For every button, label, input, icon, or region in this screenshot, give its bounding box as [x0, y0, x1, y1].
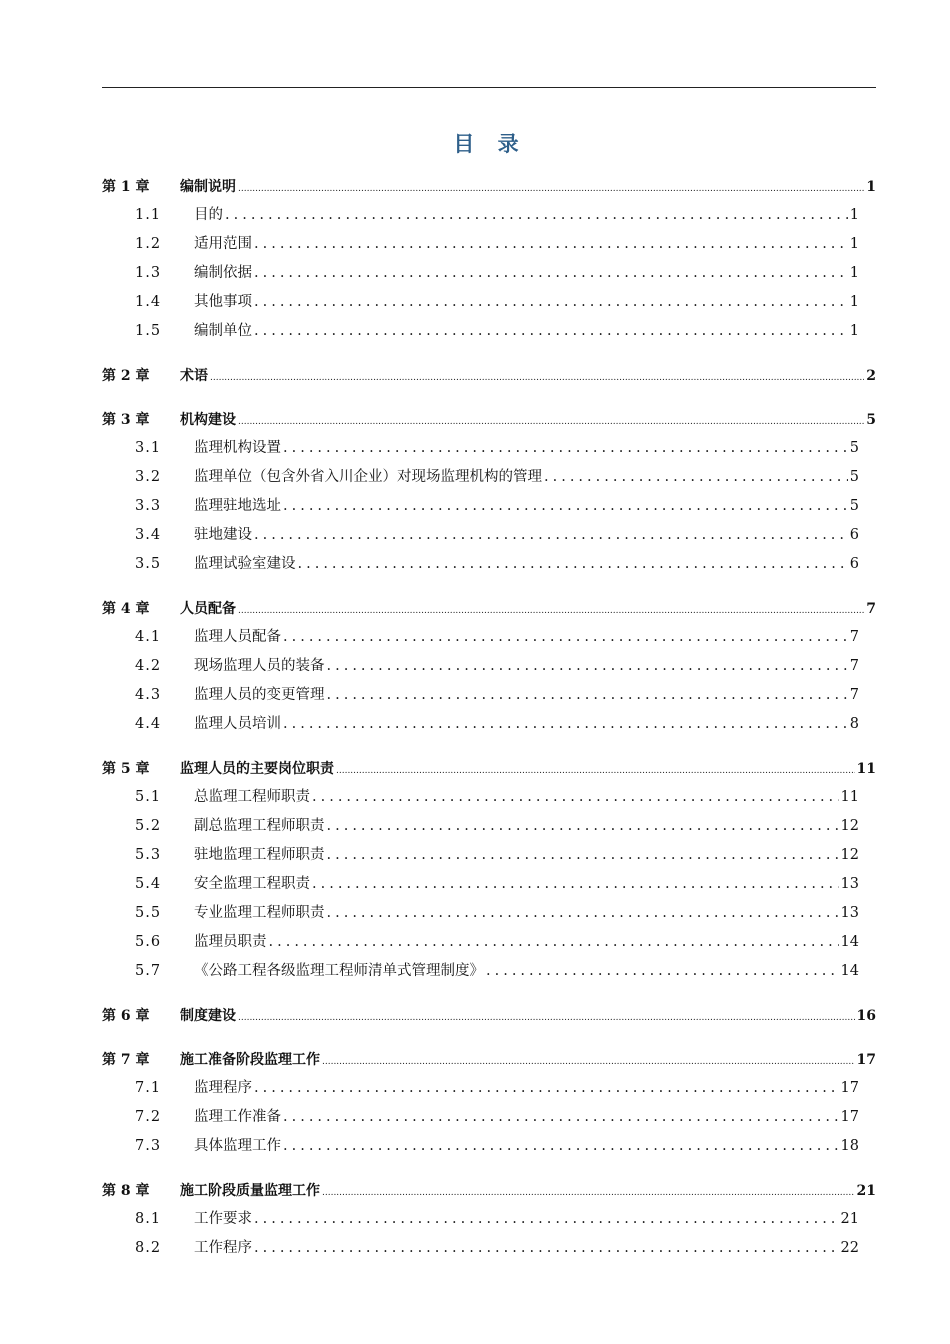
- toc-chapter-entry[interactable]: [102, 363, 876, 390]
- section-title: 监理单位（包含外省入川企业）对现场监理机构的管理: [194, 469, 542, 485]
- dot-leader: [327, 652, 848, 681]
- toc-section-entry[interactable]: [135, 710, 859, 739]
- dot-leader: [312, 870, 839, 899]
- section-number: 5.6: [135, 934, 162, 950]
- section-title: 《公路工程各级监理工程师清单式管理制度》: [194, 963, 484, 979]
- section-number: 5.4: [135, 876, 162, 892]
- dot-leader: [283, 492, 848, 521]
- toc-section-entry[interactable]: [135, 521, 859, 550]
- section-title: 目的: [194, 207, 223, 223]
- section-title: 其他事项: [194, 294, 252, 310]
- section-number: 5.1: [135, 789, 162, 805]
- section-page-number: 7: [849, 629, 859, 645]
- section-page-number: 17: [840, 1080, 859, 1096]
- section-page-number: 12: [840, 818, 859, 834]
- dot-leader: [283, 1132, 839, 1161]
- chapter-page-number: 21: [856, 1183, 876, 1199]
- section-number: 8.2: [135, 1240, 162, 1256]
- section-number: 5.3: [135, 847, 162, 863]
- toc-section-entry[interactable]: [135, 899, 859, 928]
- toc-chapter-entry[interactable]: [102, 1178, 876, 1205]
- section-number: 7.1: [135, 1080, 162, 1096]
- section-number: 1.1: [135, 207, 162, 223]
- section-page-number: 18: [840, 1138, 859, 1154]
- section-page-number: 1: [849, 294, 859, 310]
- chapter-page-number: 5: [866, 412, 876, 428]
- chapter-page-number: 17: [856, 1052, 876, 1068]
- dot-leader: [283, 623, 848, 652]
- toc-section-entry[interactable]: [135, 812, 859, 841]
- section-page-number: 22: [840, 1240, 859, 1256]
- section-title: 监理程序: [194, 1080, 252, 1096]
- chapter-page-number: 1: [866, 179, 876, 195]
- dot-leader: [210, 363, 864, 392]
- section-number: 3.5: [135, 556, 162, 572]
- section-number: 5.2: [135, 818, 162, 834]
- toc-section-entry[interactable]: [135, 463, 859, 492]
- section-title: 监理员职责: [194, 934, 267, 950]
- section-page-number: 13: [840, 876, 859, 892]
- section-title: 现场监理人员的装备: [194, 658, 325, 674]
- dot-leader: [254, 1234, 839, 1263]
- section-page-number: 14: [840, 963, 859, 979]
- section-number: 3.2: [135, 469, 162, 485]
- dot-leader: [254, 230, 848, 259]
- section-title: 适用范围: [194, 236, 252, 252]
- toc-section-entry[interactable]: [135, 928, 859, 957]
- chapter-number: 第 7 章: [102, 1052, 150, 1068]
- dot-leader: [327, 681, 848, 710]
- toc-chapter-group: [0, 363, 950, 390]
- section-page-number: 11: [840, 789, 859, 805]
- toc-section-entry[interactable]: [135, 492, 859, 521]
- dot-leader: [336, 756, 855, 785]
- dot-leader: [312, 783, 839, 812]
- dot-leader: [283, 710, 848, 739]
- toc-chapter-group: [0, 596, 950, 739]
- section-page-number: 7: [849, 687, 859, 703]
- toc-chapter-group: [0, 174, 950, 346]
- section-number: 8.1: [135, 1211, 162, 1227]
- chapter-page-number: 16: [856, 1008, 876, 1024]
- section-title: 监理工作准备: [194, 1109, 281, 1125]
- section-title: 工作要求: [194, 1211, 252, 1227]
- section-title: 具体监理工作: [194, 1138, 281, 1154]
- section-title: 副总监理工程师职责: [194, 818, 325, 834]
- toc-chapter-group: [0, 1003, 950, 1030]
- toc-section-entry[interactable]: [135, 1205, 859, 1234]
- dot-leader: [238, 596, 864, 625]
- section-page-number: 5: [849, 440, 859, 456]
- section-number: 1.2: [135, 236, 162, 252]
- section-number: 1.5: [135, 323, 162, 339]
- dot-leader: [327, 812, 839, 841]
- chapter-title: 监理人员的主要岗位职责: [180, 761, 334, 777]
- toc-section-entry[interactable]: [135, 434, 859, 463]
- chapter-page-number: 11: [856, 761, 876, 777]
- dot-leader: [298, 550, 848, 579]
- section-title: 安全监理工程职责: [194, 876, 310, 892]
- toc-chapter-entry[interactable]: [102, 756, 876, 783]
- toc-section-entry[interactable]: [135, 681, 859, 710]
- toc-section-entry[interactable]: [135, 201, 859, 230]
- section-number: 7.2: [135, 1109, 162, 1125]
- dot-leader: [238, 1003, 855, 1032]
- section-page-number: 1: [849, 323, 859, 339]
- chapter-number: 第 3 章: [102, 412, 150, 428]
- toc-chapter-entry[interactable]: [102, 1003, 876, 1030]
- section-title: 监理驻地选址: [194, 498, 281, 514]
- section-title: 监理人员配备: [194, 629, 281, 645]
- toc-chapter-entry[interactable]: [102, 596, 876, 623]
- dot-leader: [254, 521, 848, 550]
- chapter-number: 第 4 章: [102, 601, 150, 617]
- dot-leader: [254, 1074, 839, 1103]
- section-number: 7.3: [135, 1138, 162, 1154]
- section-number: 1.3: [135, 265, 162, 281]
- toc-section-entry[interactable]: [135, 259, 859, 288]
- section-title: 专业监理工程师职责: [194, 905, 325, 921]
- dot-leader: [283, 434, 848, 463]
- dot-leader: [238, 174, 864, 203]
- toc-section-entry[interactable]: [135, 652, 859, 681]
- toc-section-entry[interactable]: [135, 317, 859, 346]
- section-page-number: 8: [849, 716, 859, 732]
- dot-leader: [238, 407, 864, 436]
- toc-section-entry[interactable]: [135, 1132, 859, 1161]
- chapter-title: 制度建设: [180, 1008, 236, 1024]
- section-number: 4.4: [135, 716, 162, 732]
- toc-chapter-group: [0, 407, 950, 579]
- section-page-number: 17: [840, 1109, 859, 1125]
- toc-section-entry[interactable]: [135, 870, 859, 899]
- dot-leader: [322, 1178, 855, 1207]
- section-number: 5.7: [135, 963, 162, 979]
- section-page-number: 1: [849, 236, 859, 252]
- toc-chapter-entry[interactable]: [102, 407, 876, 434]
- toc-section-entry[interactable]: [135, 550, 859, 579]
- section-number: 4.3: [135, 687, 162, 703]
- section-page-number: 1: [849, 207, 859, 223]
- chapter-title: 机构建设: [180, 412, 236, 428]
- section-page-number: 21: [840, 1211, 859, 1227]
- section-number: 4.1: [135, 629, 162, 645]
- toc-section-entry[interactable]: [135, 1074, 859, 1103]
- section-title: 编制单位: [194, 323, 252, 339]
- toc-section-entry[interactable]: [135, 1234, 859, 1263]
- section-title: 工作程序: [194, 1240, 252, 1256]
- toc-section-entry[interactable]: [135, 841, 859, 870]
- section-number: 4.2: [135, 658, 162, 674]
- table-of-contents: [0, 174, 950, 1280]
- dot-leader: [269, 928, 839, 957]
- dot-leader: [254, 1205, 839, 1234]
- section-title: 监理人员的变更管理: [194, 687, 325, 703]
- toc-chapter-group: [0, 756, 950, 986]
- toc-section-entry[interactable]: [135, 230, 859, 259]
- section-title: 编制依据: [194, 265, 252, 281]
- chapter-number: 第 6 章: [102, 1008, 150, 1024]
- section-page-number: 13: [840, 905, 859, 921]
- toc-chapter-group: [0, 1178, 950, 1263]
- chapter-page-number: 7: [866, 601, 876, 617]
- dot-leader: [544, 463, 848, 492]
- section-title: 总监理工程师职责: [194, 789, 310, 805]
- toc-section-entry[interactable]: [135, 288, 859, 317]
- dot-leader: [283, 1103, 839, 1132]
- section-number: 3.3: [135, 498, 162, 514]
- chapter-page-number: 2: [866, 368, 876, 384]
- section-page-number: 14: [840, 934, 859, 950]
- dot-leader: [486, 957, 839, 986]
- chapter-number: 第 2 章: [102, 368, 150, 384]
- section-title: 监理机构设置: [194, 440, 281, 456]
- toc-chapter-group: [0, 1047, 950, 1161]
- chapter-number: 第 5 章: [102, 761, 150, 777]
- dot-leader: [327, 841, 839, 870]
- chapter-number: 第 1 章: [102, 179, 150, 195]
- toc-chapter-entry[interactable]: [102, 174, 876, 201]
- section-number: 1.4: [135, 294, 162, 310]
- chapter-title: 施工准备阶段监理工作: [180, 1052, 320, 1068]
- header-rule: [102, 87, 876, 88]
- dot-leader: [327, 899, 839, 928]
- section-number: 3.4: [135, 527, 162, 543]
- toc-chapter-entry[interactable]: [102, 1047, 876, 1074]
- toc-section-entry[interactable]: [135, 623, 859, 652]
- dot-leader: [254, 317, 848, 346]
- toc-section-entry[interactable]: [135, 1103, 859, 1132]
- section-page-number: 6: [849, 527, 859, 543]
- toc-section-entry[interactable]: [135, 957, 859, 986]
- dot-leader: [322, 1047, 855, 1076]
- toc-section-entry[interactable]: [135, 783, 859, 812]
- section-title: 驻地监理工程师职责: [194, 847, 325, 863]
- section-page-number: 7: [849, 658, 859, 674]
- section-title: 监理试验室建设: [194, 556, 296, 572]
- section-number: 3.1: [135, 440, 162, 456]
- chapter-title: 编制说明: [180, 179, 236, 195]
- section-page-number: 12: [840, 847, 859, 863]
- chapter-title: 施工阶段质量监理工作: [180, 1183, 320, 1199]
- section-page-number: 6: [849, 556, 859, 572]
- section-number: 5.5: [135, 905, 162, 921]
- section-page-number: 5: [849, 469, 859, 485]
- toc-title: 目 录: [453, 131, 527, 156]
- chapter-title: 人员配备: [180, 601, 236, 617]
- chapter-title: 术语: [180, 368, 208, 384]
- dot-leader: [254, 259, 848, 288]
- section-page-number: 5: [849, 498, 859, 514]
- section-title: 监理人员培训: [194, 716, 281, 732]
- section-title: 驻地建设: [194, 527, 252, 543]
- section-page-number: 1: [849, 265, 859, 281]
- dot-leader: [254, 288, 848, 317]
- dot-leader: [225, 201, 848, 230]
- chapter-number: 第 8 章: [102, 1183, 150, 1199]
